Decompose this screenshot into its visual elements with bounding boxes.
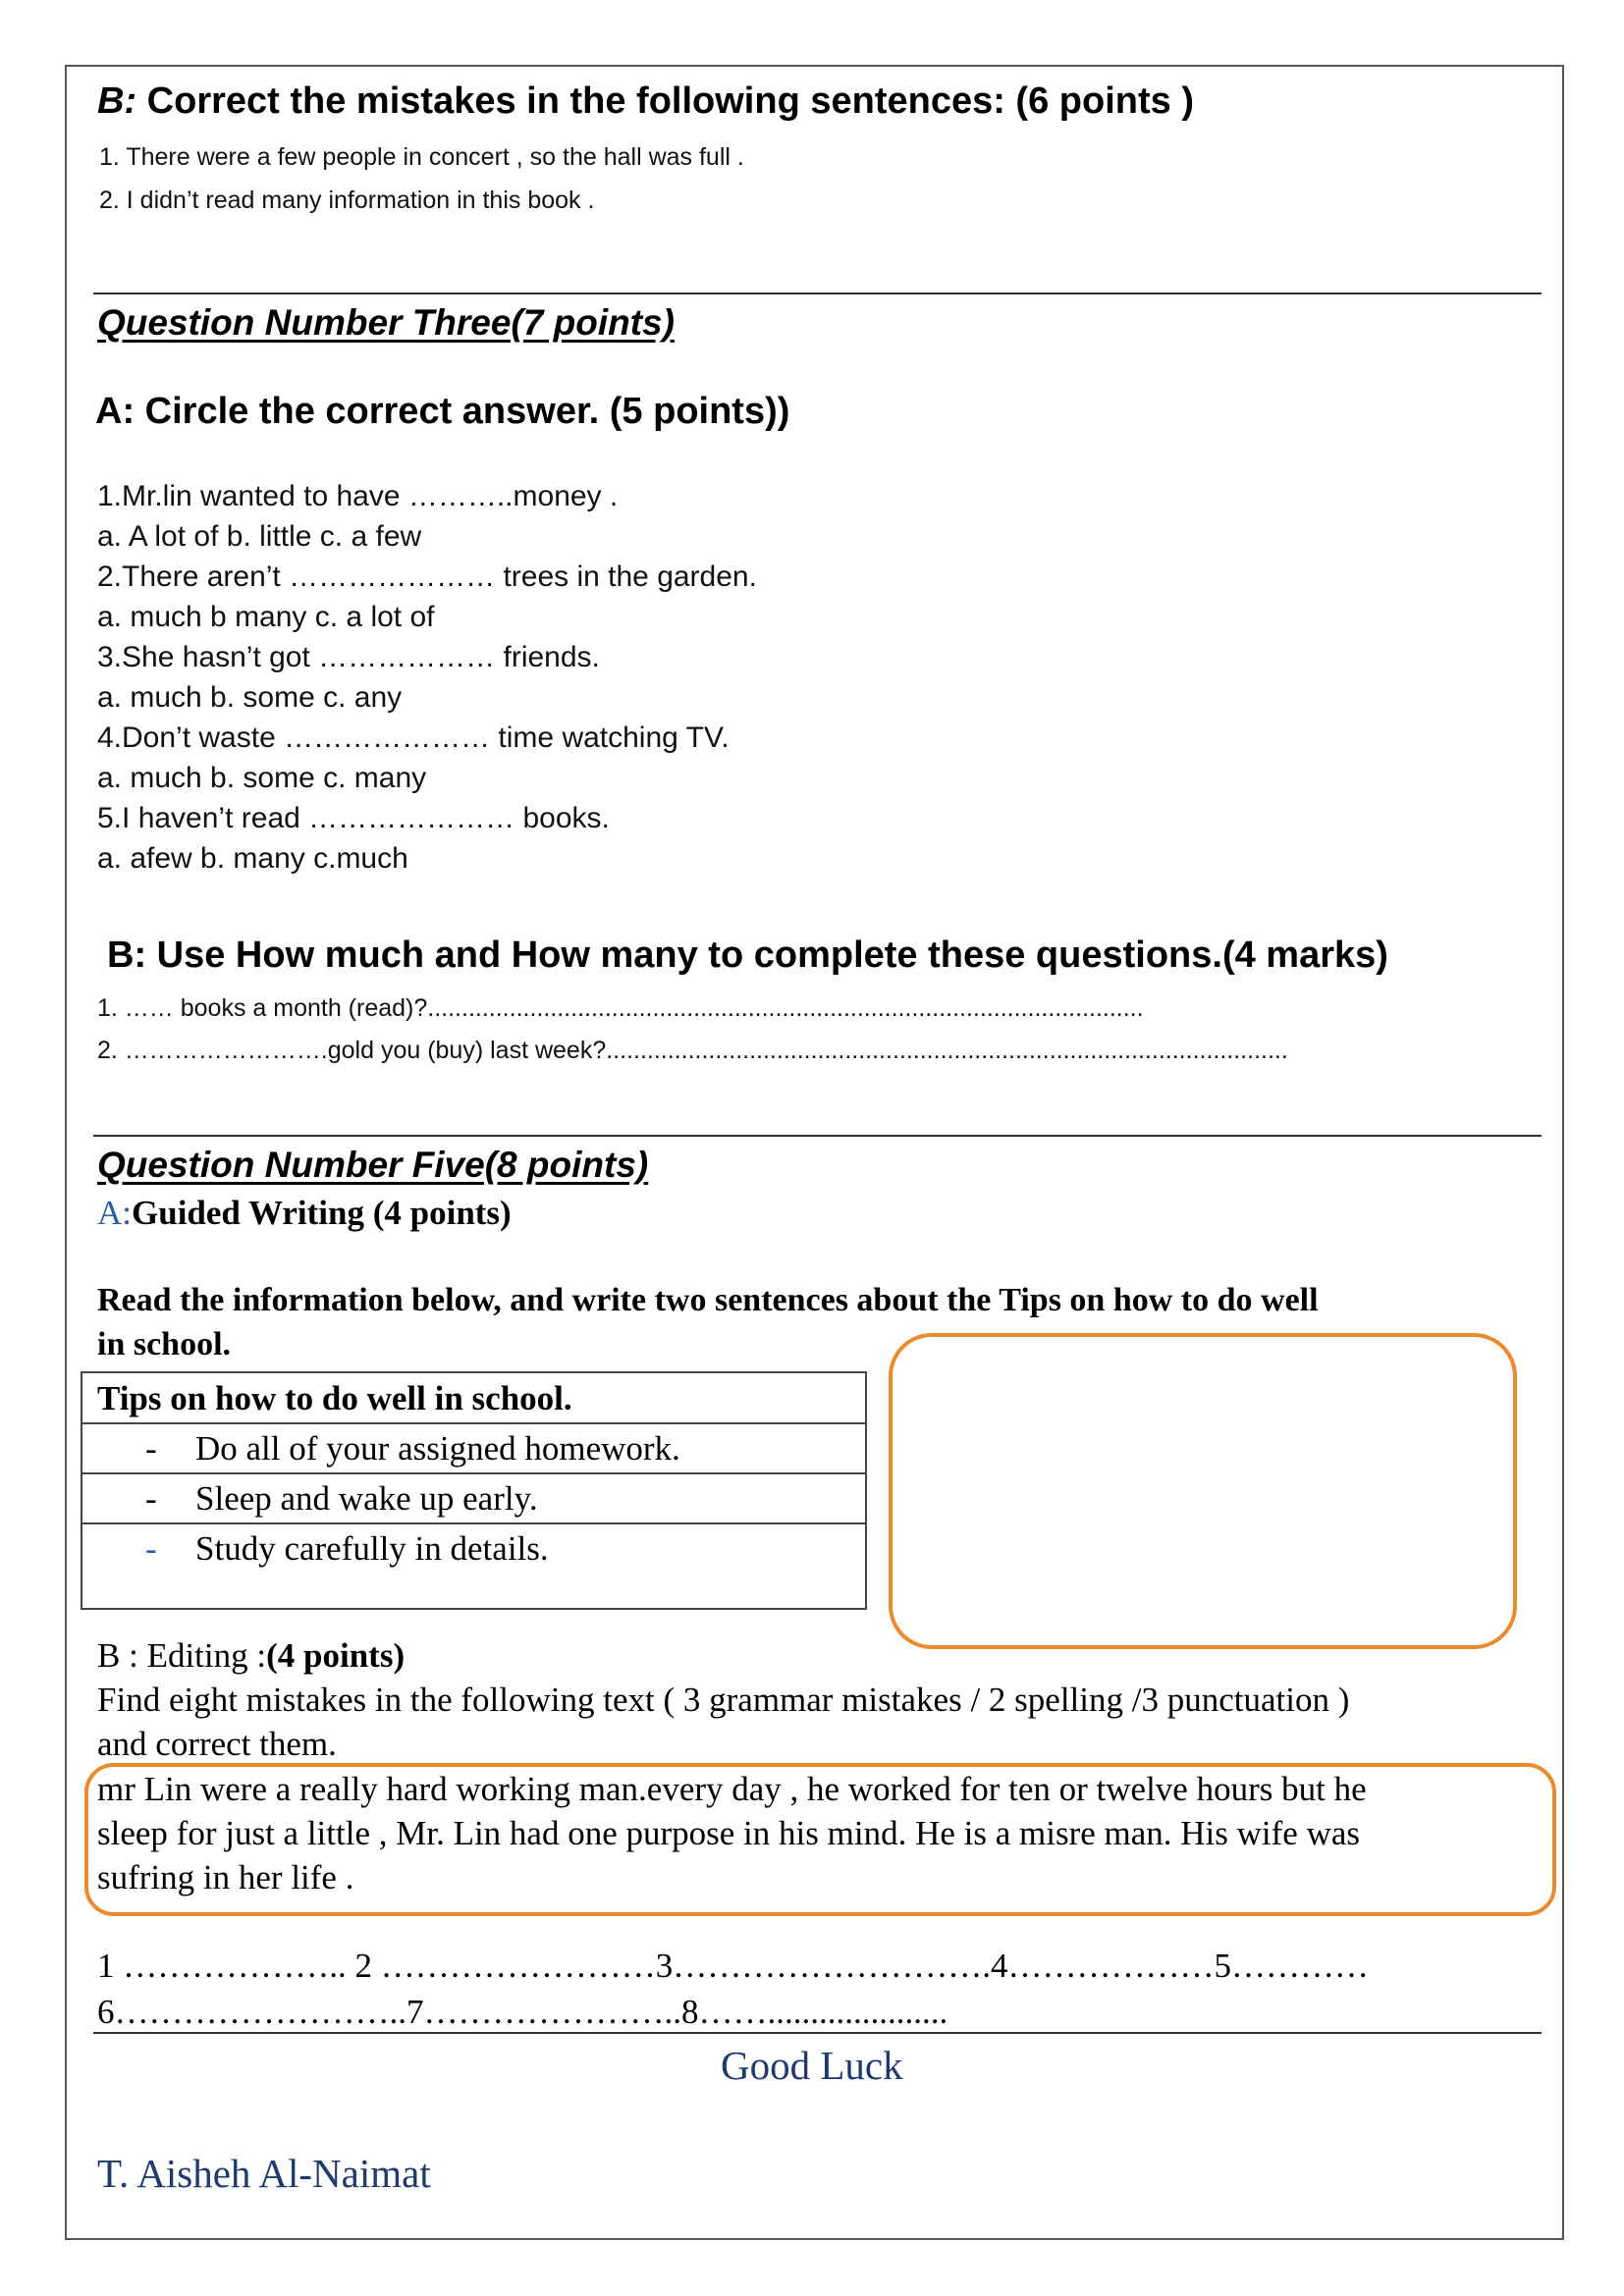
- q3-line-8: a. much b. some c. many: [97, 762, 427, 794]
- tips-dash-2: -: [145, 1479, 157, 1518]
- answer-line-2[interactable]: 6……………………..7…………………..8…….....................: [97, 1993, 948, 2031]
- writing-answer-box[interactable]: [889, 1333, 1517, 1649]
- tips-item-3: Study carefully in details.: [195, 1529, 549, 1568]
- part-b-label: B:: [97, 80, 137, 122]
- q3-line-10: a. afew b. many c.much: [97, 842, 408, 875]
- tips-item-2: Sleep and wake up early.: [195, 1479, 538, 1518]
- q5-instruction-1: Read the information below, and write two sentences about the Tips on how to do well: [97, 1282, 1319, 1318]
- q5-b-instruction-1: Find eight mistakes in the following text ( 3 grammar mistakes / 2 spelling /3 punctuation ): [97, 1681, 1350, 1719]
- q5-a-title: Guided Writing (4 points): [132, 1194, 512, 1232]
- q5-a-heading: [97, 1194, 512, 1233]
- part-b-title: Correct the mistakes in the following sentences: (6 points ): [136, 80, 1194, 122]
- q3-b-title: B: Use How much and How many to complete these questions.(4 marks): [107, 934, 1388, 976]
- part-b-item-1: 1. There were a few people in concert , so the hall was full .: [99, 143, 744, 171]
- table-row-divider: [82, 1522, 865, 1524]
- q5-b-points: (4 points): [266, 1636, 406, 1675]
- q5-b-label: B : Editing :: [97, 1636, 267, 1675]
- q5-instruction-2: in school.: [97, 1326, 232, 1362]
- tips-dash-1: -: [145, 1429, 157, 1468]
- q5-b-instruction-2: and correct them.: [97, 1725, 337, 1763]
- table-row-divider: [82, 1472, 865, 1474]
- table-row-divider: [82, 1422, 865, 1424]
- tips-dash-3: -: [145, 1529, 157, 1568]
- divider: [93, 2032, 1542, 2034]
- q3-line-1: 1.Mr.lin wanted to have ………..money .: [97, 480, 619, 512]
- part-b-heading: [97, 80, 1194, 123]
- q3-line-9: 5.I haven’t read ………………… books.: [97, 802, 610, 834]
- q3-line-3: 2.There aren’t ………………… trees in the garden.: [97, 561, 757, 593]
- passage-line-3: sufring in her life .: [97, 1858, 354, 1896]
- q3-a-title: A: Circle the correct answer. (5 points)): [95, 391, 790, 432]
- tips-item-1: Do all of your assigned homework.: [195, 1429, 680, 1468]
- divider: [93, 293, 1542, 294]
- part-b-item-2: 2. I didn’t read many information in this book .: [99, 187, 595, 214]
- q5-a-label: A:: [97, 1194, 132, 1232]
- q5-b-heading: [97, 1636, 405, 1676]
- answer-line-1[interactable]: 1 ……………….. 2 ……………………3……………………….4………………5…………: [97, 1947, 1369, 1985]
- divider: [93, 1135, 1542, 1137]
- tips-title: Tips on how to do well in school.: [97, 1379, 572, 1417]
- good-luck-text: Good Luck: [721, 2043, 903, 2088]
- q3-line-4: a. much b many c. a lot of: [97, 601, 435, 633]
- passage-line-2: sleep for just a little , Mr. Lin had one purpose in his mind. He is a misre man. His wife was: [97, 1814, 1361, 1852]
- q3-line-6: a. much b. some c. any: [97, 681, 403, 714]
- passage-line-1: mr Lin were a really hard working man.every day , he worked for ten or twelve hours but he: [97, 1770, 1367, 1808]
- q3-title: Question Number Three(7 points): [97, 302, 675, 343]
- q5-title: Question Number Five(8 points): [97, 1145, 649, 1185]
- teacher-name: T. Aisheh Al-Naimat: [97, 2151, 431, 2196]
- q3-line-5: 3.She hasn’t got ……………… friends.: [97, 641, 600, 673]
- q3-b-line-2: 2. …………………….gold you (buy) last week?....................................................................................................: [97, 1037, 1288, 1064]
- q3-b-line-1: 1. …… books a month (read)?.........................................................................................................: [97, 994, 1144, 1022]
- q3-line-2: a. A lot of b. little c. a few: [97, 520, 422, 553]
- q3-line-7: 4.Don’t waste ………………… time watching TV.: [97, 721, 730, 754]
